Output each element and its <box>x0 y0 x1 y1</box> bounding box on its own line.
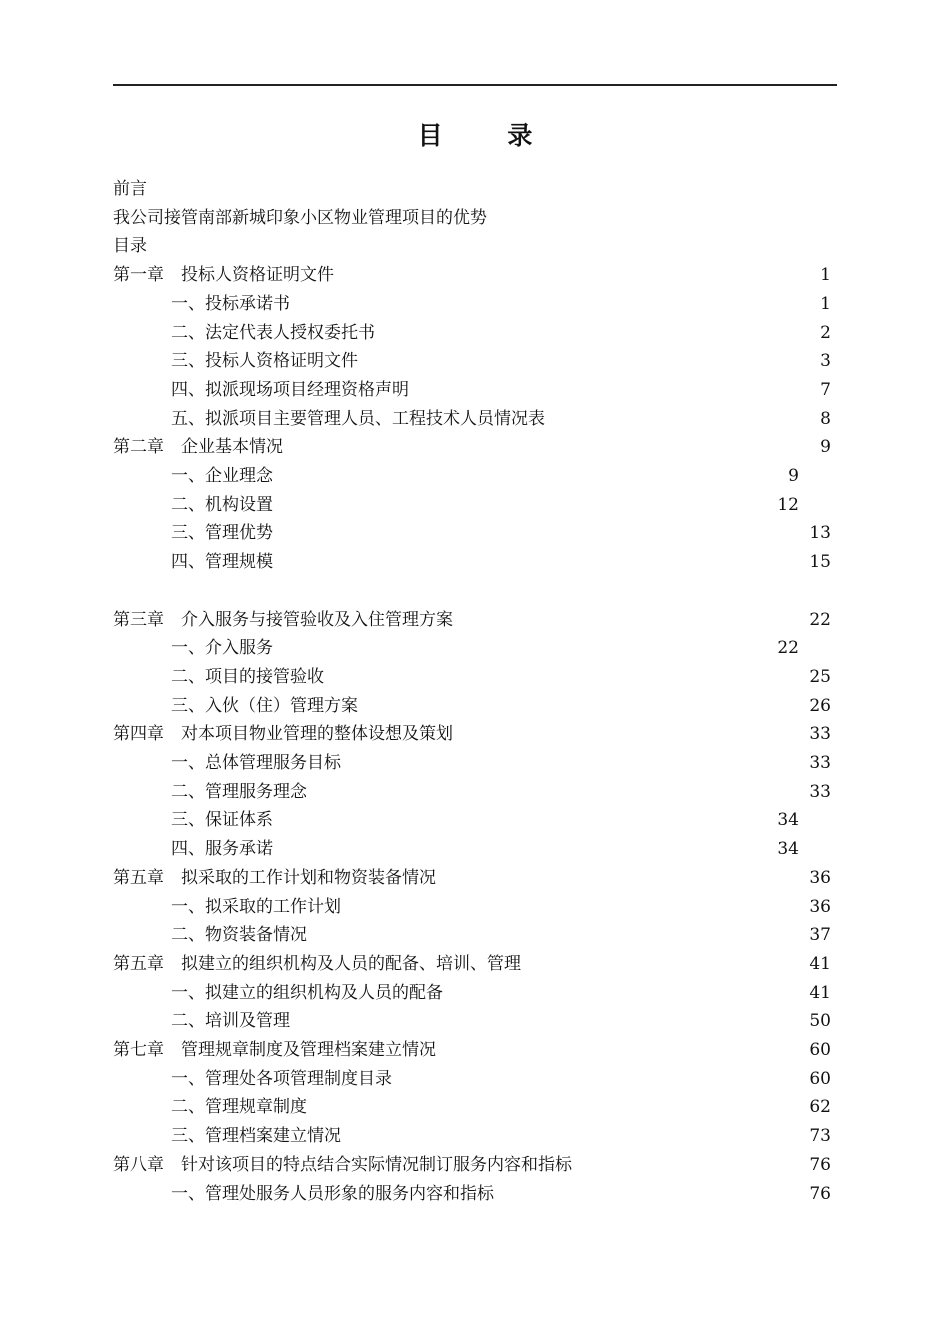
toc-page-number: 33 <box>809 753 831 773</box>
toc-entry-label: 四、管理规模 <box>171 552 273 573</box>
toc-entry-label: 第三章 介入服务与接管验收及入住管理方案 <box>113 609 453 630</box>
toc-page-number: 34 <box>777 839 799 860</box>
toc-entry-label: 四、拟派现场项目经理资格声明 <box>171 379 409 400</box>
toc-section-line <box>113 663 833 691</box>
toc-page-number: 22 <box>777 638 799 659</box>
toc-page-number: 76 <box>809 1183 831 1204</box>
toc-page-number: 1 <box>820 265 831 286</box>
toc-page-number: 41 <box>809 953 831 974</box>
toc-entry-label: 一、管理处各项管理制度目录 <box>171 1068 392 1089</box>
toc-section-line <box>113 319 833 347</box>
toc-chapter-line <box>113 261 833 289</box>
toc-entry-label: 三、投标人资格证明文件 <box>171 351 358 372</box>
toc-page-number: 73 <box>809 1126 831 1147</box>
toc-page-number: 12 <box>777 494 799 515</box>
toc-entry-label: 四、服务承诺 <box>171 839 273 860</box>
toc-page-number: 15 <box>809 552 831 573</box>
toc-entry-label: 二、项目的接管验收 <box>171 666 324 687</box>
toc-entry-label: 二、机构设置 <box>171 494 273 515</box>
toc-entry-label: 一、总体管理服务目标 <box>171 753 341 773</box>
toc-entry-label: 一、拟采取的工作计划 <box>171 896 341 917</box>
toc-entry-label: 第五章 拟采取的工作计划和物资装备情况 <box>113 867 436 888</box>
toc-page-number: 60 <box>809 1068 831 1089</box>
toc-page-number: 9 <box>788 466 799 486</box>
toc-chapter-line <box>113 1151 833 1179</box>
toc-entry-label: 三、入伙（住）管理方案 <box>171 695 358 716</box>
toc-section-line <box>113 347 833 375</box>
toc-page-number: 25 <box>809 666 831 687</box>
toc-chapter-line <box>113 606 833 634</box>
toc-title: 目 录 <box>417 121 561 150</box>
toc-section-line <box>113 1180 833 1208</box>
header-rule <box>113 84 837 86</box>
toc-entry-label: 一、介入服务 <box>171 638 273 659</box>
toc-entry-label: 第四章 对本项目物业管理的整体设想及策划 <box>113 724 453 745</box>
toc-entry-label: 三、保证体系 <box>171 810 273 831</box>
toc-section-line <box>113 1093 833 1121</box>
toc-chapter-line <box>113 864 833 892</box>
toc-page-number: 33 <box>809 781 831 802</box>
toc-chapter-line <box>113 1036 833 1064</box>
toc-entry-label: 二、法定代表人授权委托书 <box>171 322 375 343</box>
toc-chapter-line <box>113 204 833 232</box>
toc-page-number: 3 <box>820 351 831 372</box>
toc-page-number: 50 <box>809 1011 831 1032</box>
toc-page-number: 41 <box>809 982 831 1003</box>
toc-section-line <box>113 835 833 863</box>
toc-section-line <box>113 548 833 576</box>
toc-entry-label: 五、拟派项目主要管理人员、工程技术人员情况表 <box>171 408 545 429</box>
toc-entry-label: 第七章 管理规章制度及管理档案建立情况 <box>113 1040 436 1060</box>
toc-entry-label: 我公司接管南部新城印象小区物业管理项目的优势 <box>113 207 487 228</box>
toc-section-line <box>113 376 833 404</box>
toc-page-number: 33 <box>809 724 831 745</box>
toc-page-number: 60 <box>809 1040 831 1060</box>
toc-chapter-line <box>113 720 833 748</box>
toc-entry-label: 第二章 企业基本情况 <box>113 437 283 458</box>
toc-entry-label: 二、培训及管理 <box>171 1011 290 1032</box>
toc-entry-label: 一、管理处服务人员形象的服务内容和指标 <box>171 1183 494 1204</box>
toc-entry-label: 第五章 拟建立的组织机构及人员的配备、培训、管理 <box>113 953 521 974</box>
toc-section-line <box>113 921 833 949</box>
toc-page-number: 34 <box>777 810 799 831</box>
toc-section-line <box>113 519 833 547</box>
toc-page-number: 8 <box>820 408 831 429</box>
toc-section-line <box>113 462 833 490</box>
toc-section-line <box>113 405 833 433</box>
toc-entry-label: 二、物资装备情况 <box>171 925 307 946</box>
toc-section-line <box>113 1007 833 1035</box>
toc-chapter-line <box>113 950 833 978</box>
toc-section-line <box>113 893 833 921</box>
toc-page-number: 76 <box>809 1154 831 1175</box>
toc-section-line <box>113 749 833 777</box>
toc-entry-label: 前言 <box>113 179 147 199</box>
toc-page-number: 13 <box>809 523 831 544</box>
toc-entry-label: 一、企业理念 <box>171 466 273 486</box>
toc-section-line <box>113 1122 833 1150</box>
toc-page-number: 36 <box>809 896 831 917</box>
toc-entry-label: 二、管理规章制度 <box>171 1097 307 1118</box>
toc-entry-label: 二、管理服务理念 <box>171 781 307 802</box>
toc-section-line <box>113 491 833 519</box>
toc-section-line <box>113 634 833 662</box>
toc-section-line <box>113 806 833 834</box>
toc-entry-label: 目录 <box>113 236 147 257</box>
toc-page-number: 1 <box>820 293 831 314</box>
toc-entry-label: 一、投标承诺书 <box>171 293 290 314</box>
toc-chapter-line <box>113 433 833 461</box>
toc-section-line <box>113 979 833 1007</box>
toc-page-number: 22 <box>809 609 831 630</box>
toc-entry-label: 三、管理档案建立情况 <box>171 1126 341 1147</box>
toc-section-line <box>113 290 833 318</box>
toc-page-number: 2 <box>820 322 831 343</box>
toc-page-number: 9 <box>820 437 831 458</box>
toc-page-number: 7 <box>820 379 831 400</box>
toc-page-number: 62 <box>809 1097 831 1118</box>
toc-page-number: 37 <box>809 925 831 946</box>
toc-entry-label: 一、拟建立的组织机构及人员的配备 <box>171 982 443 1003</box>
toc-chapter-line <box>113 175 833 203</box>
toc-chapter-line <box>113 232 833 260</box>
toc-page-number: 26 <box>809 695 831 716</box>
toc-page-number: 36 <box>809 867 831 888</box>
toc-entry-label: 第一章 投标人资格证明文件 <box>113 265 334 286</box>
toc-section-line <box>113 692 833 720</box>
toc-section-line <box>113 778 833 806</box>
toc-entry-label: 第八章 针对该项目的特点结合实际情况制订服务内容和指标 <box>113 1154 572 1175</box>
toc-section-line <box>113 1065 833 1093</box>
toc-entry-label: 三、管理优势 <box>171 523 273 544</box>
